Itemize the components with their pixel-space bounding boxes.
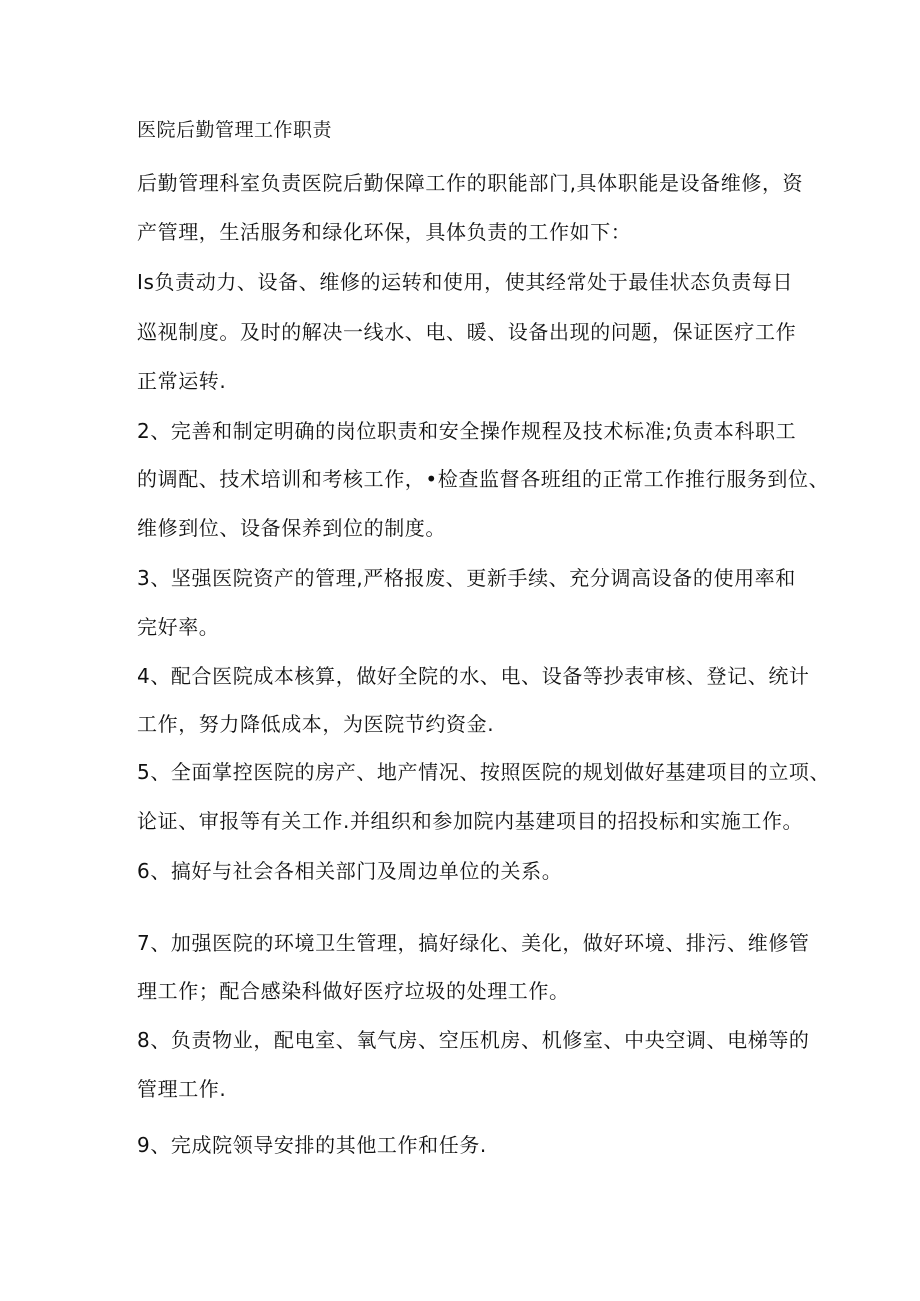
text-line: 5、全面掌控医院的房产、地产情况、按照医院的规划做好基建项目的立项、	[137, 760, 831, 784]
text-line: 3、坚强医院资产的管理,严格报废、更新手续、充分调高设备的使用率和	[137, 566, 796, 590]
text-line: 2、完善和制定明确的岗位职责和安全操作规程及技术标准;负责本科职工	[137, 419, 797, 443]
document-title: 医院后勤管理工作职责	[137, 119, 333, 141]
text-line: 维修到位、设备保养到位的制度。	[137, 516, 446, 540]
text-line: 的调配、技术培训和考核工作，•检查监督各班组的正常工作推行服务到位、	[137, 467, 830, 491]
text-line: 正常运转.	[137, 369, 227, 393]
text-line: 巡视制度。及时的解决一线水、电、暖、设备出现的问题，保证医疗工作	[137, 320, 797, 344]
text-line: 8、负责物业，配电室、氧气房、空压机房、机修室、中央空调、电梯等的	[137, 1028, 810, 1052]
text-line: 管理工作.	[137, 1077, 227, 1101]
text-line: Is负责动力、设备、维修的运转和使用，使其经常处于最佳状态负责每日	[137, 270, 794, 294]
text-line: 9、完成院领导安排的其他工作和任务.	[137, 1133, 487, 1157]
text-line: 完好率。	[137, 615, 220, 639]
text-line: 7、加强医院的环境卫生管理，搞好绿化、美化，做好环境、排污、维修管	[137, 931, 810, 955]
text-line: 论证、审报等有关工作.并组织和参加院内基建项目的招投标和实施工作。	[137, 809, 804, 833]
text-line: 工作，努力降低成本，为医院节约资金.	[137, 712, 495, 736]
text-line: 6、搞好与社会各相关部门及周边单位的关系。	[137, 859, 563, 883]
text-line: 后勤管理科室负责医院后勤保障工作的职能部门,具体职能是设备维修，资	[137, 171, 804, 195]
text-line: 4、配合医院成本核算，做好全院的水、电、设备等抄表审核、登记、统计	[137, 664, 810, 688]
text-line: 理工作；配合感染科做好医疗垃圾的处理工作。	[137, 979, 570, 1003]
text-line: 产管理，生活服务和绿化环保，具体负责的工作如下：	[137, 220, 632, 244]
